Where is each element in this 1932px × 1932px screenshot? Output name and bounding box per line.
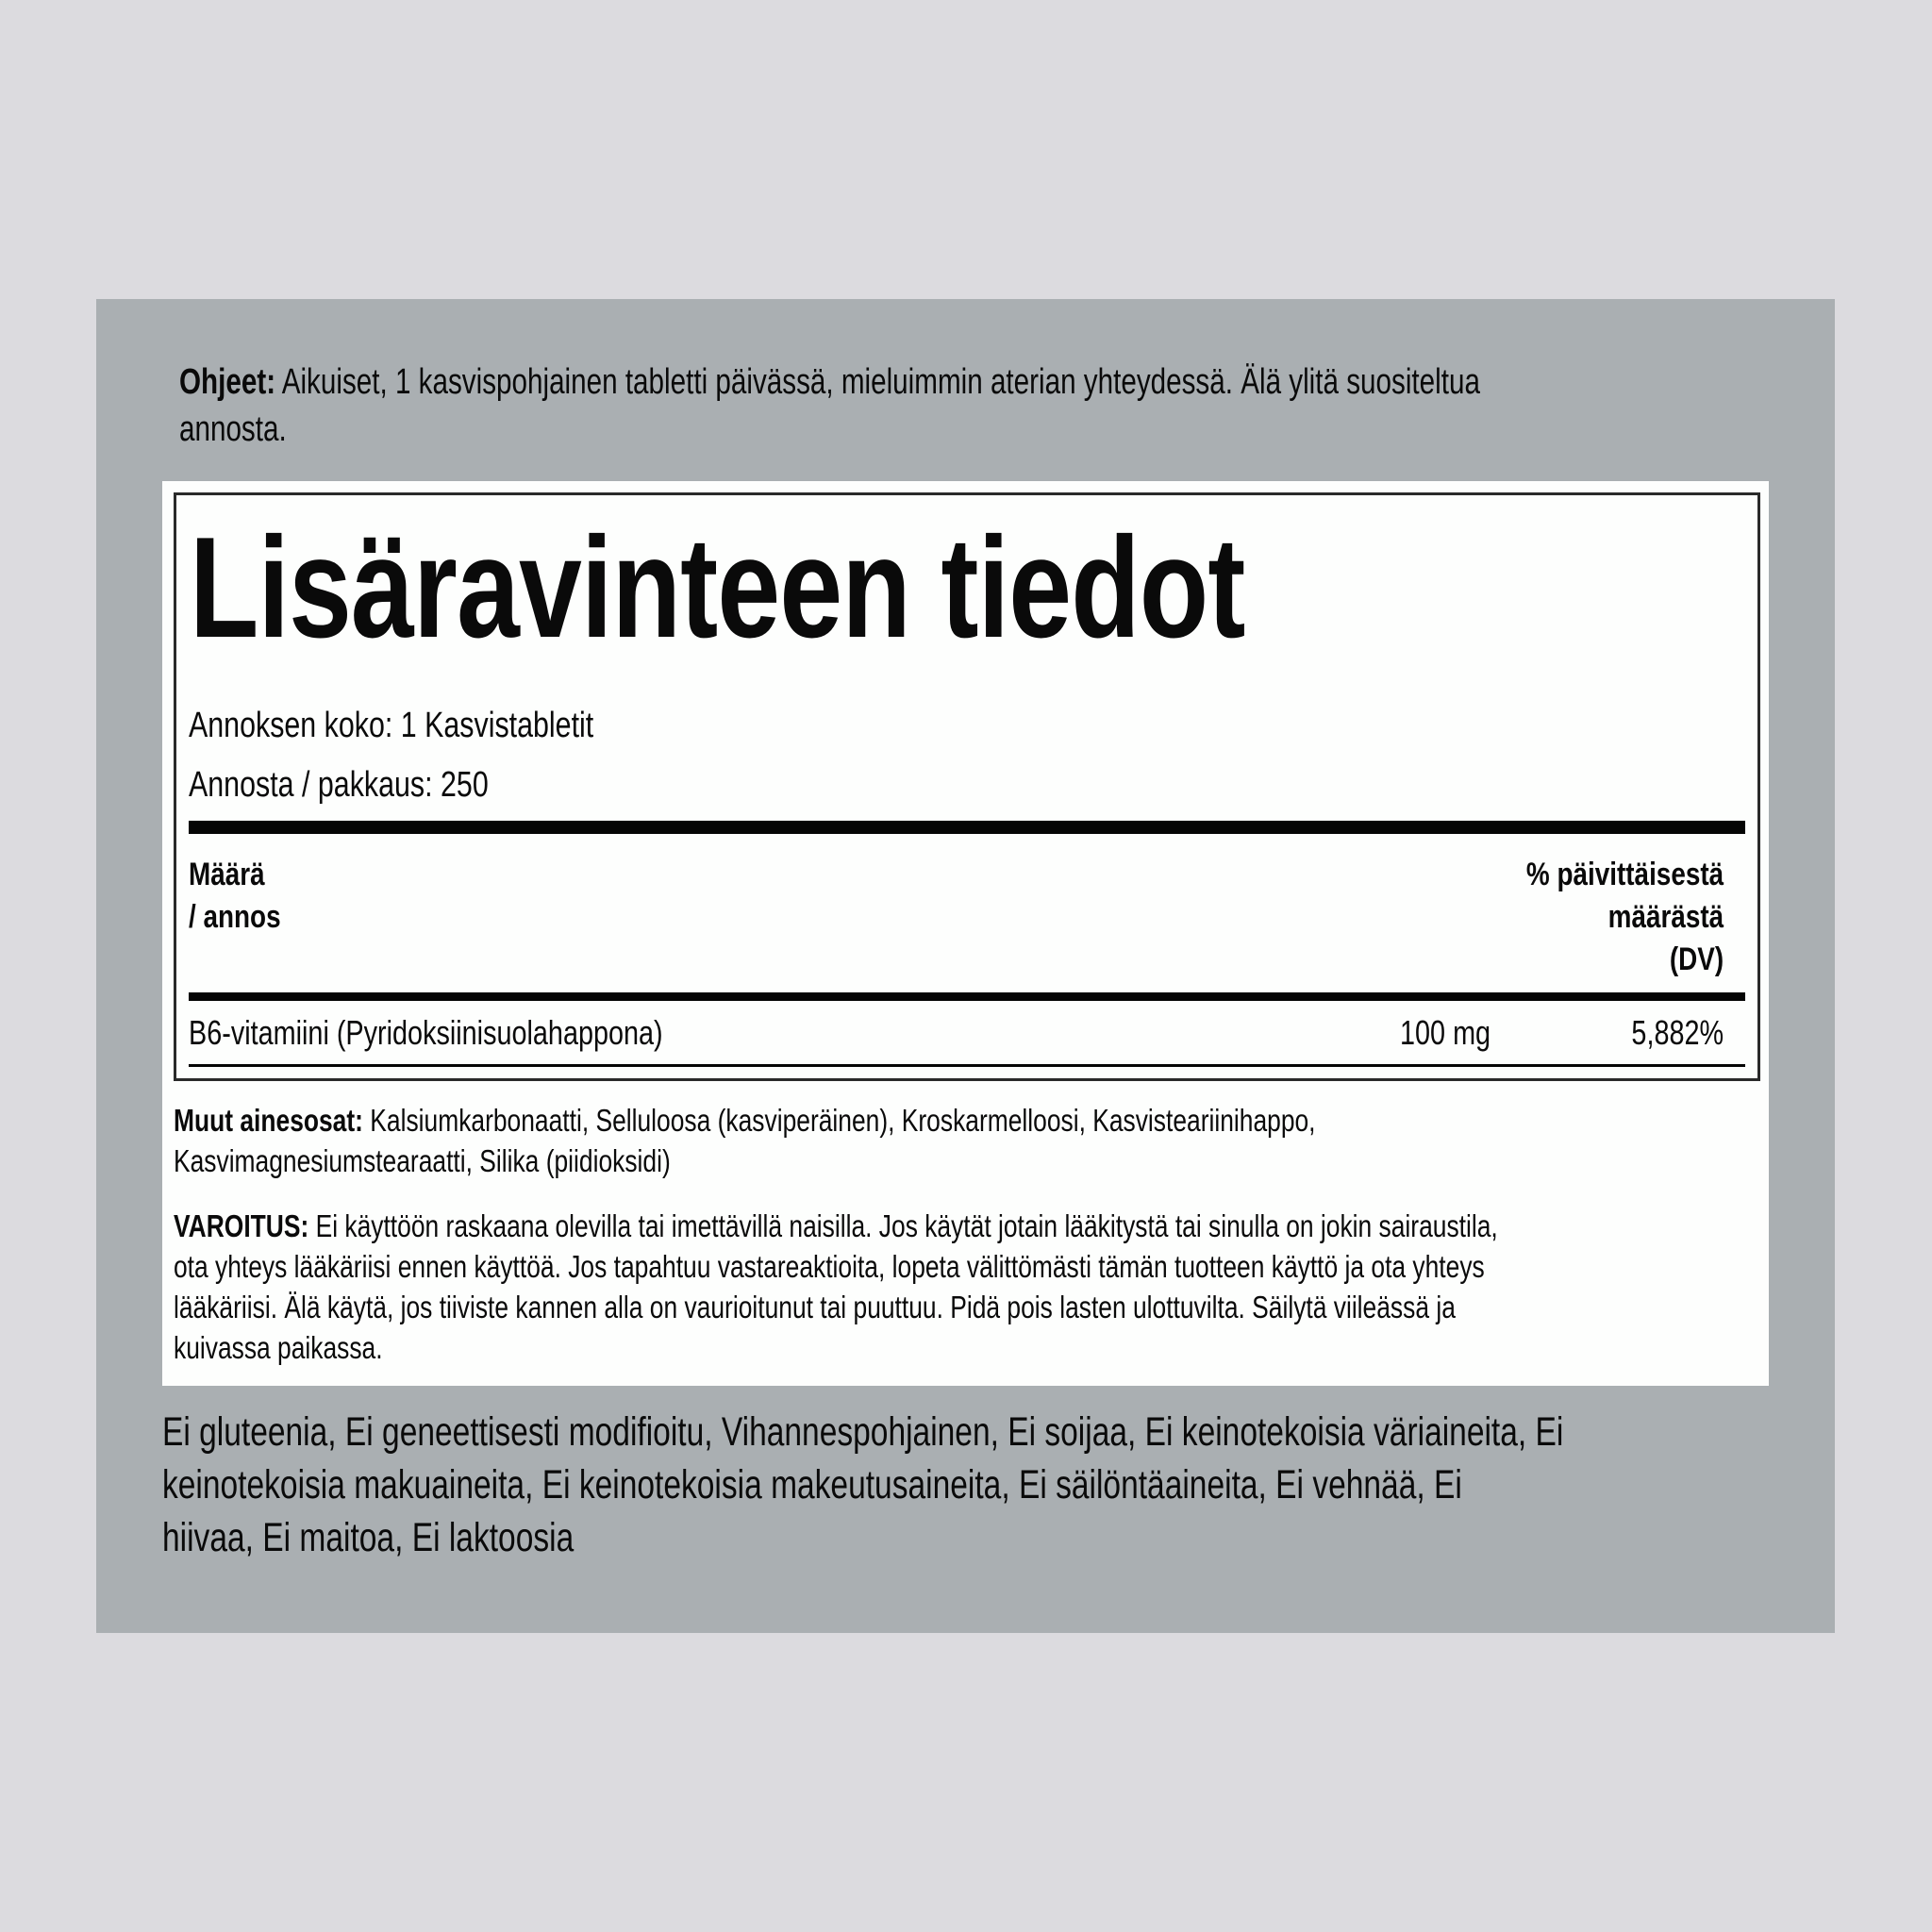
other-ingredients-line-1 (174, 1100, 1457, 1141)
thick-divider (189, 821, 1745, 834)
warning-line-4: kuivassa paikassa. (174, 1330, 383, 1365)
amount-per-serving-header (189, 854, 281, 939)
medium-divider (189, 992, 1745, 1001)
other-ingredients-line-2: Kasvimagnesiumstearaatti, Silika (piidioksidi) (174, 1143, 671, 1178)
directions-line-2: annosta. (179, 409, 287, 449)
other-ingredients (174, 1100, 1777, 1181)
warning-line-2: ota yhteys lääkäriisi ennen käyttöä. Jos tapahtuu vastareaktioita, lopeta välittömästi tämän tuotteen käyttö ja ota yhteys (174, 1249, 1485, 1284)
free-from-line-2: keinotekoisia makuaineita, Ei keinotekoisia makeutusaineita, Ei säilöntäaineita, Ei vehnää, Ei (162, 1462, 1462, 1507)
daily-value-header (1526, 854, 1724, 981)
free-from-claims (162, 1406, 1823, 1564)
nutrient-daily-value: 5,882% (1631, 1013, 1724, 1052)
serving-size: Annoksen koko: 1 Kasvistabletit (189, 706, 594, 745)
amount-header-line-2: / annos (189, 899, 281, 935)
warning-line-1 (174, 1206, 1498, 1246)
servings-per-container: Annosta / pakkaus: 250 (189, 765, 489, 805)
facts-title: Lisäravinteen tiedot (190, 508, 1245, 668)
directions-label: Ohjeet: (179, 362, 276, 402)
amount-header-line-1: Määrä (189, 857, 265, 892)
warning-text: Ei käyttöön raskaana olevilla tai imettävillä naisilla. Jos käytät jotain lääkitystä tai sinulla on jokin sairaustila, (308, 1208, 1498, 1243)
directions-text: Aikuiset, 1 kasvispohjainen tabletti päivässä, mieluimmin aterian yhteydessä. Älä ylitä suositeltua (275, 362, 1480, 402)
dv-header-line-1: % päivittäisestä (1525, 857, 1724, 892)
directions-line-1 (179, 358, 1480, 406)
other-ingredients-label: Muut ainesosat: (174, 1103, 363, 1138)
directions (179, 358, 1821, 453)
warning (174, 1206, 1777, 1368)
thin-divider (189, 1064, 1745, 1067)
warning-label: VAROITUS: (174, 1208, 309, 1243)
supplement-facts-box (174, 492, 1760, 1081)
nutrient-name: B6-vitamiini (Pyridoksiinisuolahappona) (189, 1013, 663, 1052)
dv-header-line-2: määrästä (1607, 899, 1724, 935)
dv-header-line-3: (DV) (1669, 941, 1724, 977)
free-from-line-3: hiivaa, Ei maitoa, Ei laktoosia (162, 1515, 575, 1560)
nutrient-amount: 100 mg (1399, 1013, 1491, 1052)
free-from-line-1: Ei gluteenia, Ei geneettisesti modifioitu, Vihannespohjainen, Ei soijaa, Ei keinotekoisia väriaineita, Ei (162, 1409, 1564, 1455)
warning-line-3: lääkäriisi. Älä käytä, jos tiiviste kannen alla on vaurioitunut tai puuttuu. Pidä pois lasten ulottuvilta. Säilytä viileässä ja (174, 1290, 1456, 1324)
other-ingredients-text: Kalsiumkarbonaatti, Selluloosa (kasviperäinen), Kroskarmelloosi, Kasvisteariinihappo, (362, 1103, 1316, 1138)
